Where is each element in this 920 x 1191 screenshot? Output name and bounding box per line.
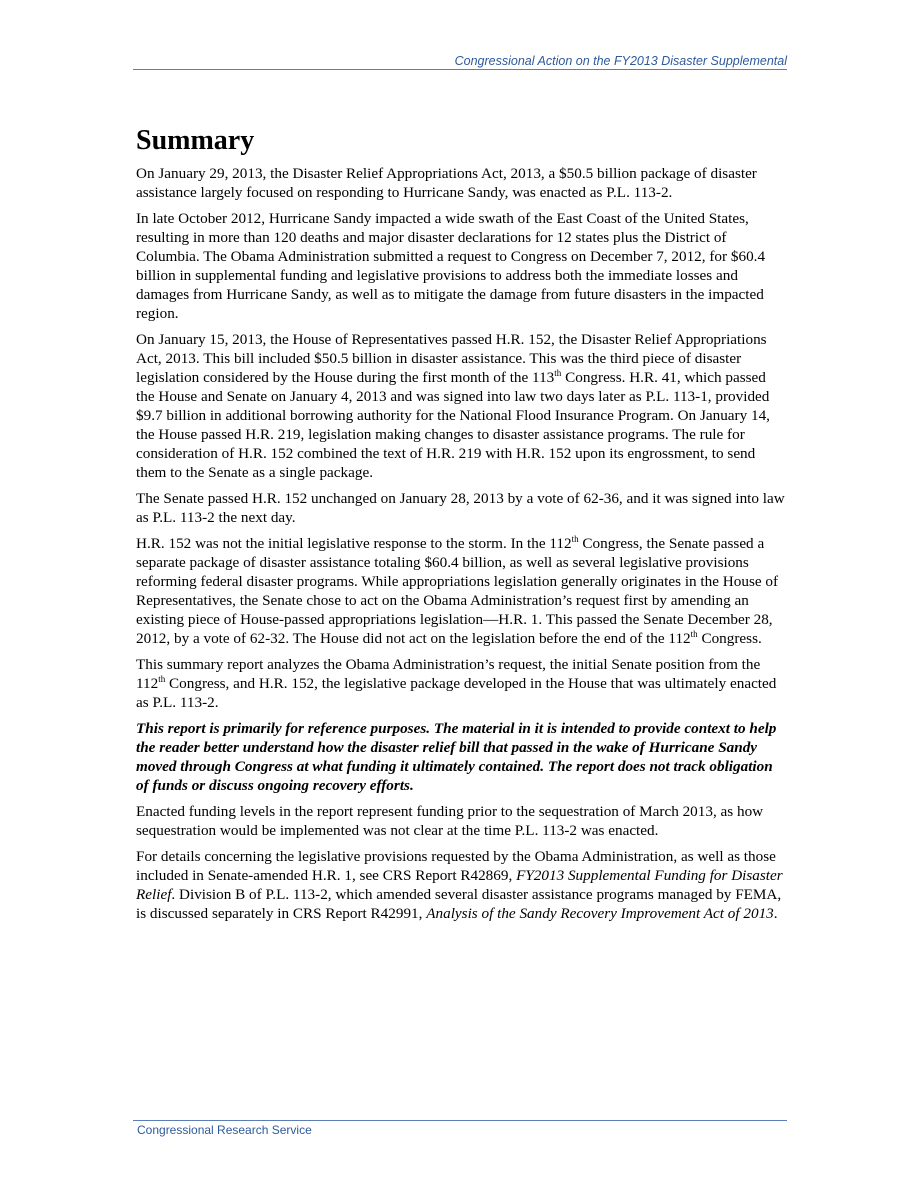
section-heading: Summary (136, 125, 255, 156)
text-run: . Division B of P.L. 113-2, which amended several disaster assistance programs managed by FEMA, is discussed separately in CRS Report R42991, (136, 886, 782, 922)
text-run: For details concerning the legislative provisions requested by the Obama Administration, as well as those included in Senate-amended H.R. 1, see CRS Report R42869, (136, 848, 776, 884)
superscript: th (690, 629, 698, 639)
text-run: Congress, the Senate passed a separate package of disaster assistance totaling $60.4 billion, as well as several legislative provisions reforming federal disaster programs. While appropriations legislation generally originates in the House of Representatives, the Senate chose to act on the Obama Administration’s request first by amending an existing piece of House-passed appropriations legislation—H.R. 1. This passed the Senate December 28, 2012, by a vote of 62-32. The House did not act on the legislation before the end of the 112 (136, 535, 779, 647)
text-run: Congress, and H.R. 152, the legislative package developed in the House that was ultimately enacted as P.L. 113-2. (136, 675, 777, 711)
superscript: th (554, 368, 562, 378)
paragraph-sequestration: Enacted funding levels in the report represent funding prior to the sequestration of March 2013, as how sequestration would be implemented was not clear at the time P.L. 113-2 was enacted. (136, 803, 764, 839)
footer-rule (133, 1120, 787, 1121)
running-header: Congressional Action on the FY2013 Disaster Supplemental (454, 54, 787, 68)
footer-organization: Congressional Research Service (137, 1123, 312, 1137)
report-title-r42991: Analysis of the Sandy Recovery Improvement Act of 2013 (426, 905, 774, 922)
paragraph-enactment: On January 29, 2013, the Disaster Relief Appropriations Act, 2013, a $50.5 billion package of disaster assistance largely focused on responding to Hurricane Sandy, was enacted as P.L. 113-2. (136, 165, 757, 201)
paragraph-senate-passage: The Senate passed H.R. 152 unchanged on January 28, 2013 by a vote of 62-36, and it was signed into law as P.L. 113-2 the next day. (136, 490, 785, 526)
text-run: H.R. 152 was not the initial legislative response to the storm. In the 112 (136, 535, 572, 552)
paragraph-house-passage (136, 330, 786, 482)
header-rule (133, 69, 787, 70)
superscript: th (158, 674, 166, 684)
paragraph-hurricane-sandy: In late October 2012, Hurricane Sandy impacted a wide swath of the East Coast of the United States, resulting in more than 120 deaths and major disaster declarations for 12 states plus the District of Columbia. The Obama Administration submitted a request to Congress on December 7, 2012, for $60.4 billion in supplemental funding and legislative provisions to address both the immediate losses and damages from Hurricane Sandy, as well as to mitigate the damage from future disasters in the impacted region. (136, 210, 766, 322)
paragraph-report-scope (136, 655, 786, 712)
text-run: On January 15, 2013, the House of Representatives passed H.R. 152, the Disaster Relief Appropriations Act, 2013. This bill included $50.5 billion in disaster assistance. This was the third piece of disaster legislation considered by the House during the first month of the 113 (136, 331, 767, 386)
paragraph-related-reports (136, 847, 786, 923)
report-title-r42869: FY2013 Supplemental Funding for Disaster Relief (136, 867, 783, 903)
superscript: th (571, 534, 579, 544)
paragraph-112th-congress (136, 534, 786, 648)
text-run: . (773, 905, 778, 922)
paragraph-reference-note: This report is primarily for reference purposes. The material in it is intended to provide context to help the reader better understand how the disaster relief bill that passed in the wake of Hurricane Sandy moved through Congress at what funding it ultimately contained. The report does not track obligation of funds or discuss ongoing recovery efforts. (136, 720, 777, 794)
text-run: Congress. H.R. 41, which passed the House and Senate on January 4, 2013 and was signed into law two days later as P.L. 113-1, provided $9.7 billion in additional borrowing authority for the National Flood Insurance Program. On January 14, the House passed H.R. 219, legislation making changes to disaster assistance programs. The rule for consideration of H.R. 152 combined the text of H.R. 219 with H.R. 152 upon its engrossment, to send them to the Senate as a single package. (136, 369, 770, 481)
text-run: Congress. (697, 630, 762, 647)
page-body (136, 122, 786, 930)
text-run: This summary report analyzes the Obama Administration’s request, the initial Senate position from the 112 (136, 656, 761, 692)
